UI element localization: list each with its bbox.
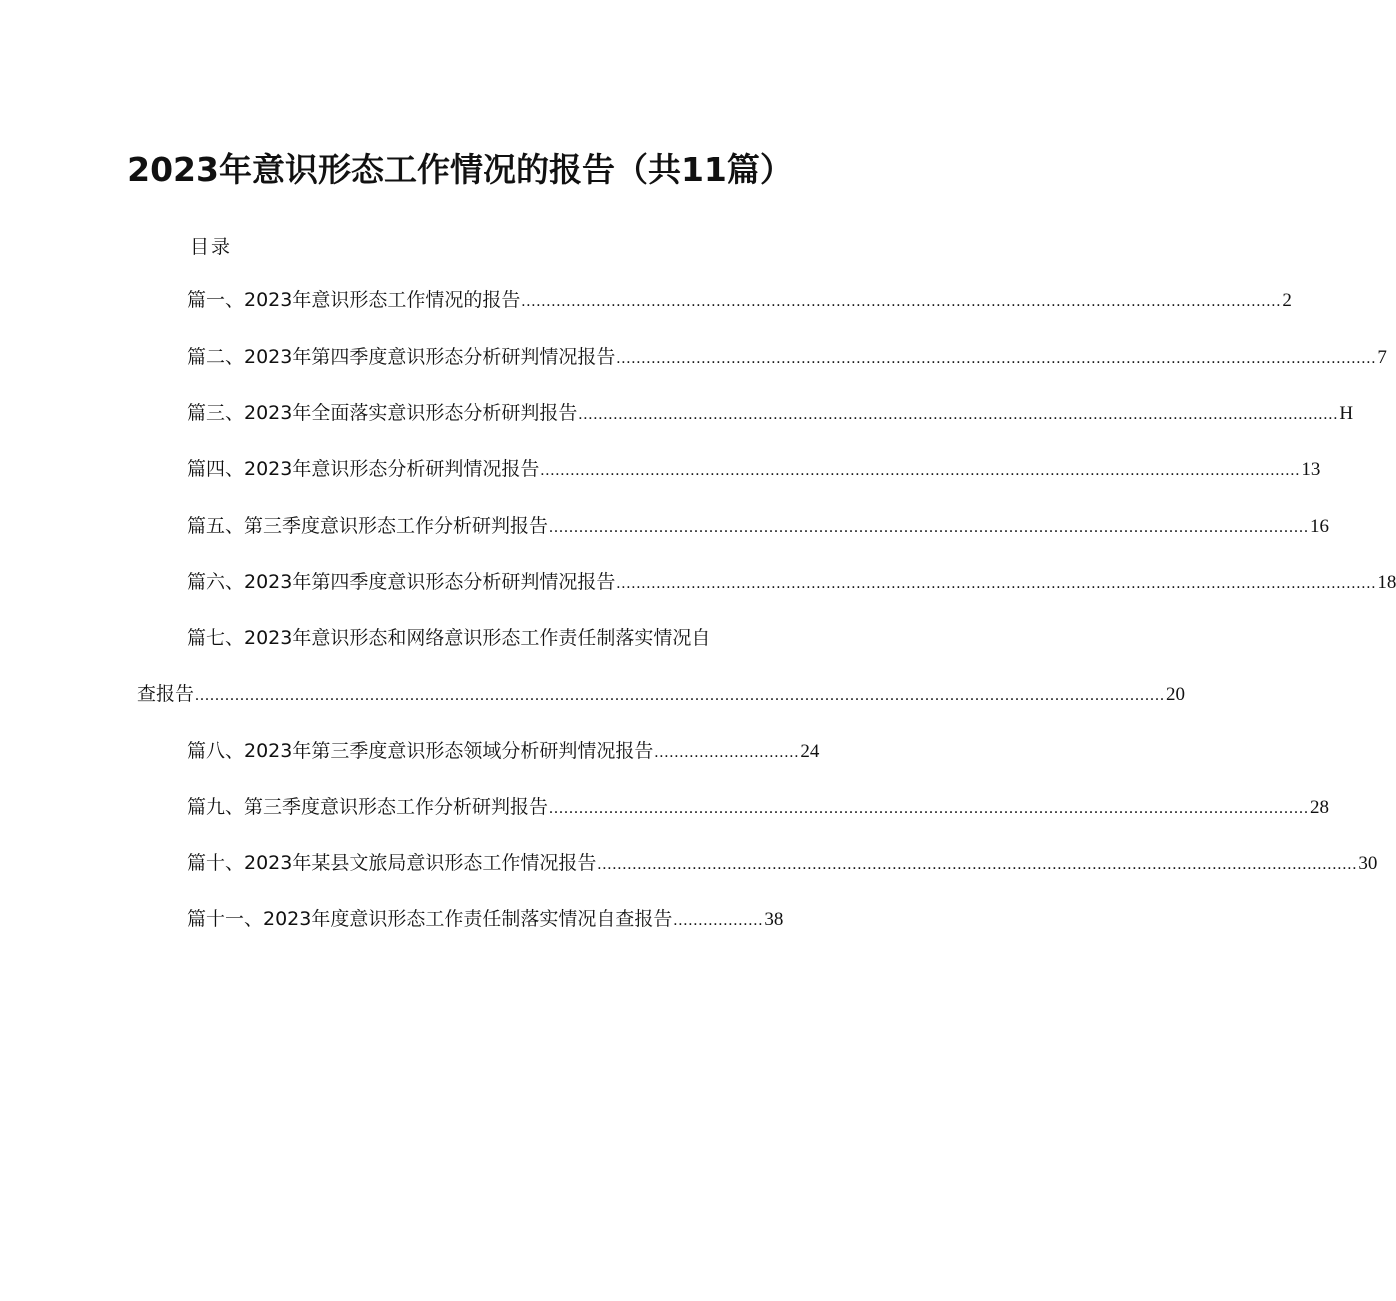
toc-entry-label: 篇三、2023年全面落实意识形态分析研判报告 [187,402,578,424]
toc-entry-7[interactable] [187,625,787,651]
toc-entry-label: 篇四、2023年意识形态分析研判情况报告 [187,458,540,480]
toc-leader-dots: ........................................................................................................................................................ [549,800,1310,817]
toc-leader-dots: ........................................................................................................................................................ [578,406,1339,423]
toc-leader-dots: ........................................................................................................................................................ [597,856,1358,873]
toc-entry-10[interactable] [187,850,1378,878]
toc-page-number: 7 [1377,347,1387,368]
toc-entry-5[interactable] [187,513,1330,541]
toc-entry-label: 篇五、第三季度意识形态工作分析研判报告 [187,515,549,537]
toc-page-number: 2 [1282,290,1292,311]
toc-leader-dots: .................................................................................................................................................................................................. [195,687,1166,704]
toc-entry-8[interactable] [187,738,820,766]
toc-leader-dots: ........................................................................................................................................................ [616,575,1377,592]
toc-leader-dots: ........................................................................................................................................................ [616,350,1377,367]
toc-entry-4[interactable] [187,456,1321,484]
toc-entry-label: 篇八、2023年第三季度意识形态领域分析研判情况报告 [187,740,654,762]
toc-entry-label: 篇九、第三季度意识形态工作分析研判报告 [187,796,549,818]
toc-page-number: 20 [1166,684,1186,705]
toc-entry-label: 篇十一、2023年度意识形态工作责任制落实情况自查报告 [187,908,673,930]
toc-leader-dots: ........................................................................................................................................................ [540,462,1301,479]
toc-leader-dots: .................. [673,912,764,929]
toc-entry-6[interactable] [187,569,1396,597]
toc-entry-9[interactable] [187,794,1330,822]
toc-entry-3[interactable] [187,400,1354,428]
toc-page-number: 28 [1310,797,1330,818]
toc-entry-label-continuation: 查报告 [137,683,195,705]
document-title: 2023年意识形态工作情况的报告（共11篇） [127,150,793,189]
toc-entry-label: 篇一、2023年意识形态工作情况的报告 [187,289,521,311]
toc-entry-label: 篇十、2023年某县文旅局意识形态工作情况报告 [187,852,597,874]
toc-entry-2[interactable] [187,344,1387,372]
toc-entry-11[interactable] [187,906,784,934]
toc-page-number: 13 [1301,459,1321,480]
toc-entry-label: 篇六、2023年第四季度意识形态分析研判情况报告 [187,571,616,593]
toc-leader-dots: ............................. [654,744,800,761]
toc-entry-label: 篇二、2023年第四季度意识形态分析研判情况报告 [187,346,616,368]
toc-page-number: 16 [1310,516,1330,537]
toc-entry-1[interactable] [187,287,1292,315]
toc-heading: 目录 [190,236,233,258]
toc-page-number: H [1339,403,1354,424]
toc-leader-dots: ........................................................................................................................................................ [549,519,1310,536]
toc-page-number: 18 [1377,572,1396,593]
toc-page-number: 24 [800,741,820,762]
toc-page-number: 38 [764,909,784,930]
toc-page-number: 30 [1358,853,1378,874]
toc-entry-label: 篇七、2023年意识形态和网络意识形态工作责任制落实情况自 [187,627,711,649]
toc-leader-dots: ........................................................................................................................................................ [521,293,1282,310]
toc-entry-7-continuation[interactable] [137,681,1186,709]
